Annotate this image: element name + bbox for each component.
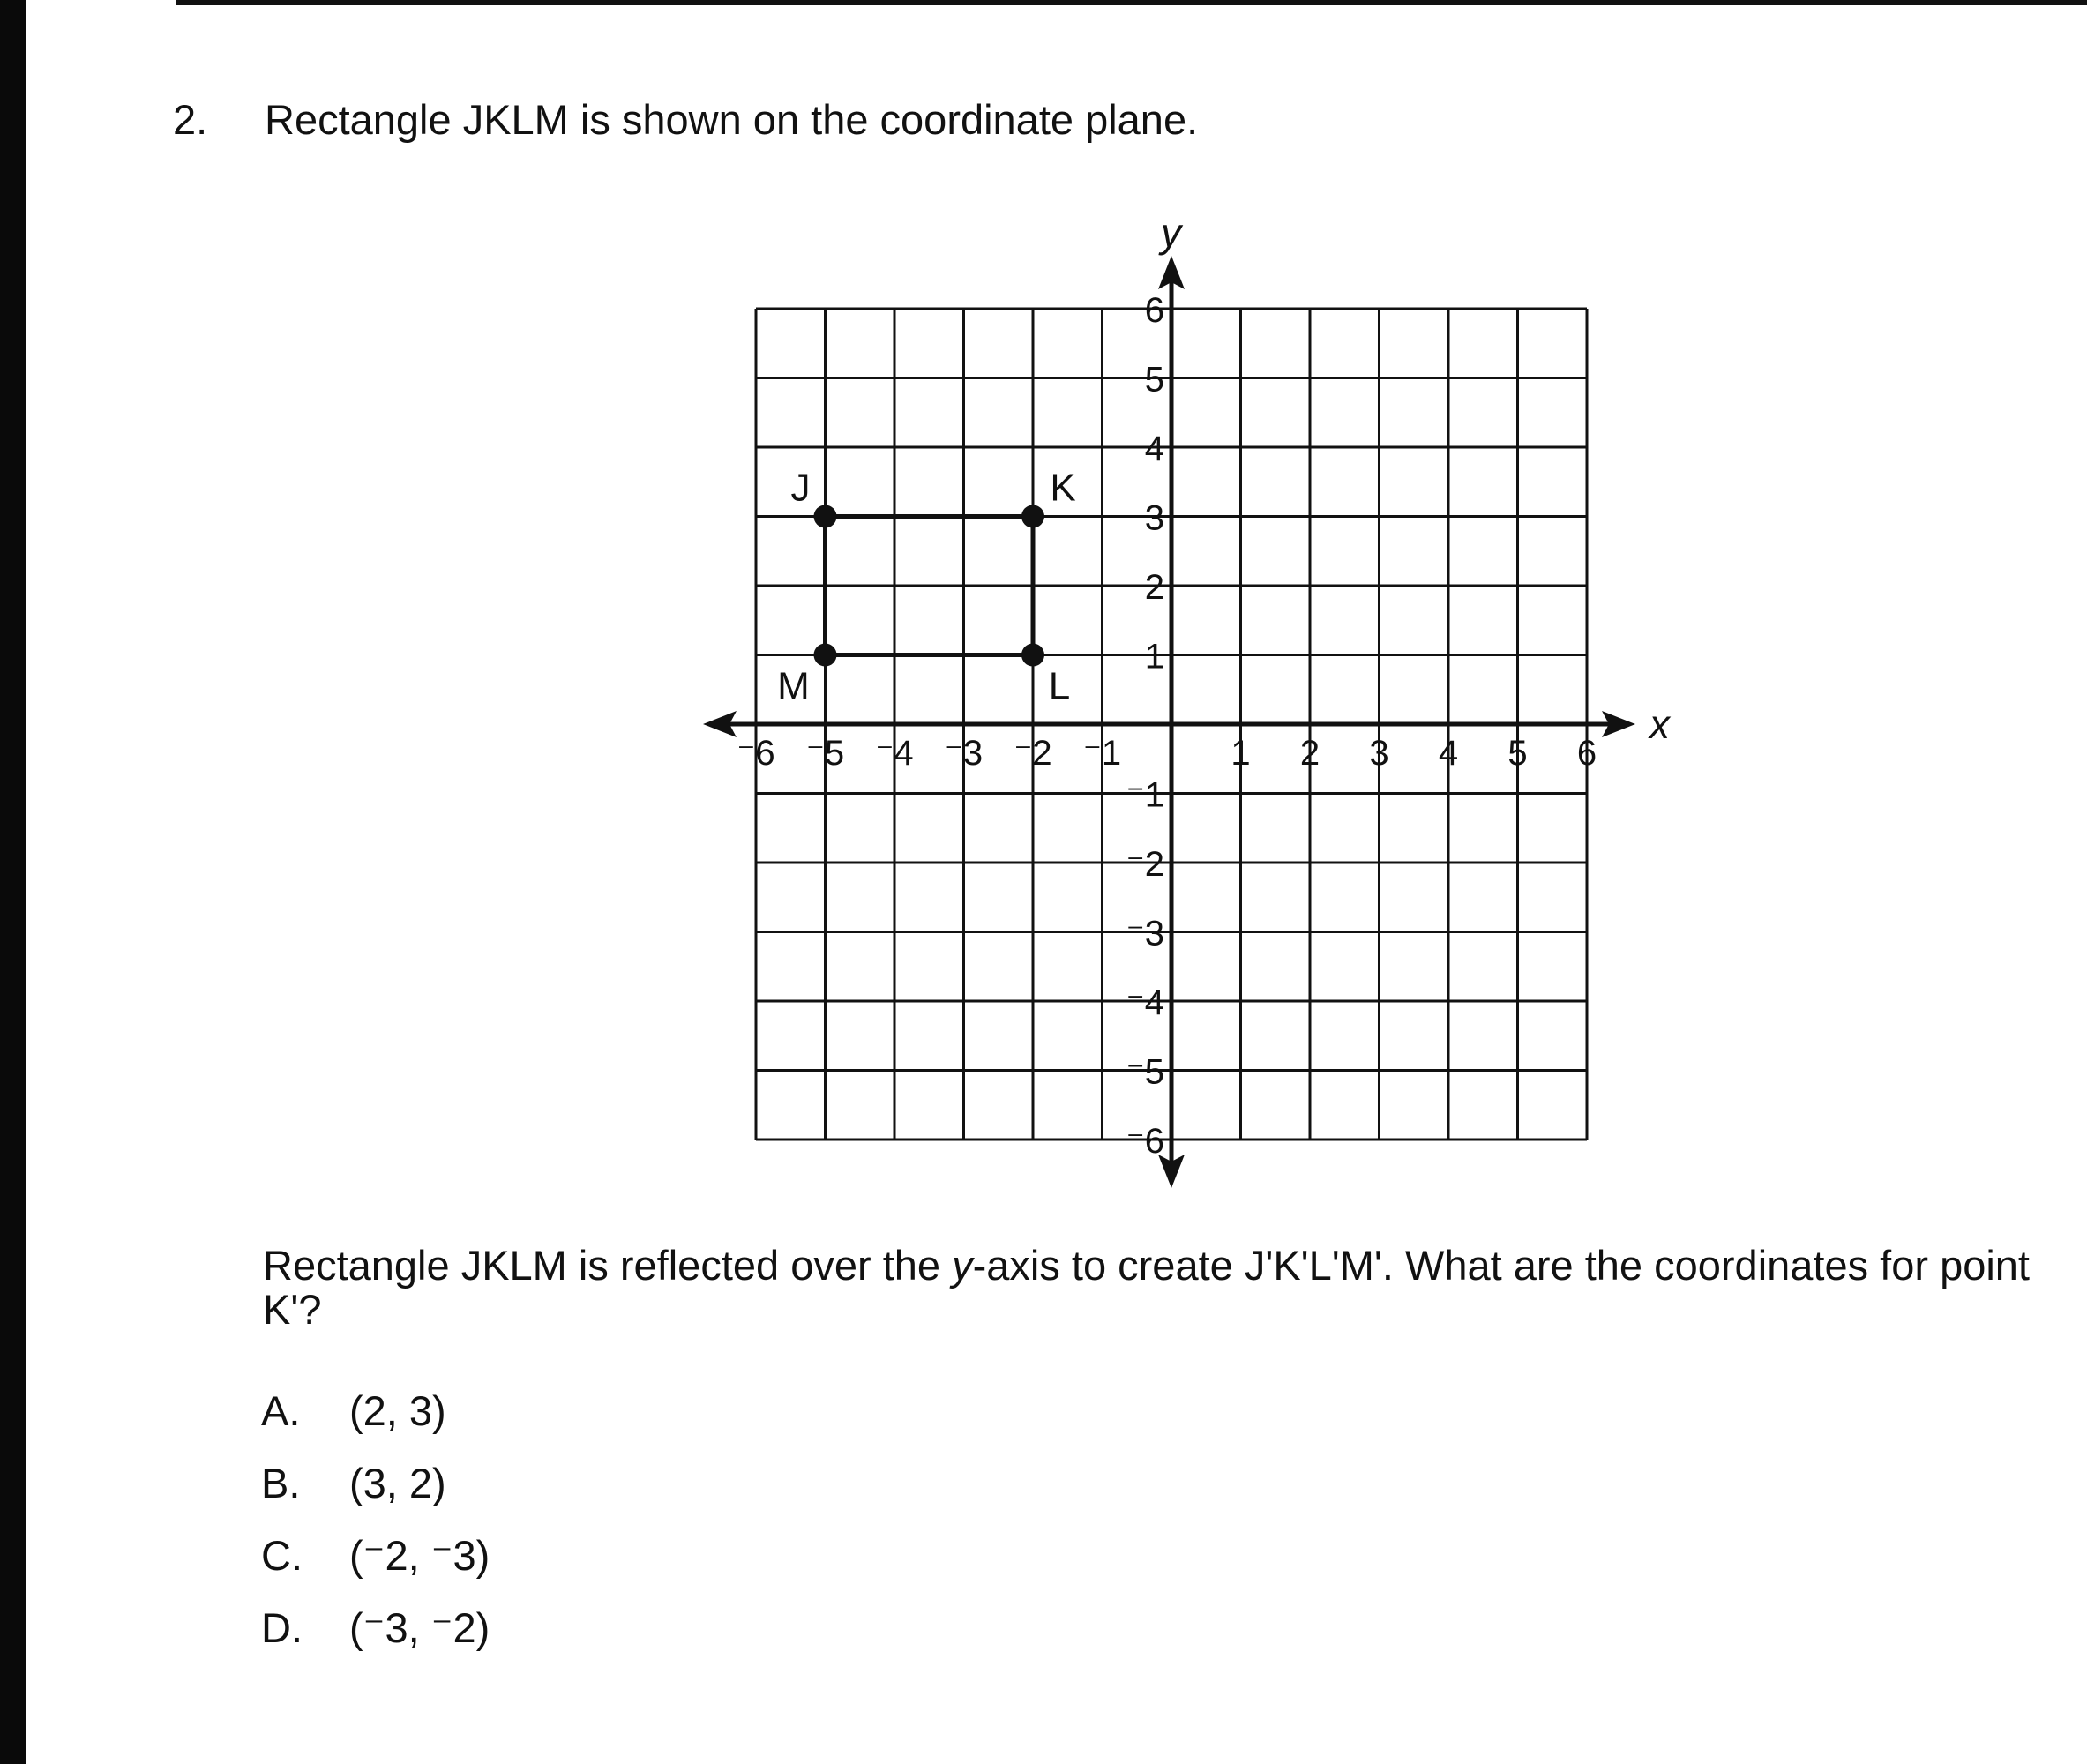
x-tick-label: ⁻4	[875, 734, 914, 773]
x-tick-label: ⁻6	[737, 734, 775, 773]
y-tick-label: ⁻6	[1126, 1122, 1164, 1161]
vertex-j-point	[814, 505, 837, 528]
prompt-italic-y: y	[952, 1242, 973, 1289]
choice-b[interactable]	[261, 1459, 490, 1531]
x-tick-label: 5	[1507, 734, 1528, 773]
choice-text: (2, 3)	[349, 1387, 446, 1434]
x-tick-label: 1	[1231, 734, 1251, 773]
answer-choices	[261, 1387, 490, 1676]
vertex-k-point	[1021, 505, 1044, 528]
x-tick-label: 2	[1299, 734, 1320, 773]
y-tick-label: 6	[1144, 291, 1164, 330]
question-intro: Rectangle JKLM is shown on the coordinate plane.	[265, 96, 1199, 143]
axes	[703, 210, 1672, 1188]
x-tick-label: ⁻1	[1082, 734, 1122, 773]
y-tick-label: 3	[1144, 498, 1164, 538]
y-tick-label: ⁻3	[1126, 914, 1164, 953]
question-number: 2.	[173, 96, 208, 143]
vertex-l-point	[1021, 644, 1044, 667]
x-tick-label: ⁻2	[1014, 734, 1052, 773]
vertex-m-point	[814, 644, 837, 667]
x-tick-label: ⁻5	[805, 734, 845, 773]
choice-letter: C.	[261, 1532, 303, 1579]
choice-c[interactable]	[261, 1531, 490, 1603]
vertex-j-label: J	[790, 466, 811, 510]
choice-a[interactable]	[261, 1387, 490, 1459]
choice-letter: D.	[261, 1604, 303, 1651]
vertex-m-label: M	[777, 664, 810, 708]
choice-text: (3, 2)	[349, 1460, 446, 1506]
y-tick-label: 4	[1144, 430, 1164, 468]
y-tick-label: ⁻1	[1126, 775, 1164, 815]
x-tick-label: 4	[1438, 734, 1459, 773]
y-tick-label: 5	[1144, 360, 1164, 400]
x-tick-label: 3	[1369, 734, 1389, 773]
question-prompt	[263, 1244, 2036, 1332]
y-tick-label: 2	[1144, 568, 1164, 607]
choice-letter: A.	[261, 1387, 301, 1434]
x-tick-label: 6	[1576, 734, 1597, 773]
vertex-k-label: K	[1050, 466, 1076, 510]
choice-d[interactable]	[261, 1603, 490, 1676]
y-axis-label: y	[1161, 210, 1181, 256]
x-tick-label: ⁻3	[944, 734, 984, 773]
y-tick-label: 1	[1144, 637, 1164, 676]
x-axis-label: x	[1649, 701, 1670, 747]
top-rule	[176, 0, 2087, 5]
y-tick-label: ⁻2	[1126, 845, 1164, 884]
prompt-text-start: Rectangle JKLM is reflected over the	[263, 1242, 953, 1289]
vertex-l-label: L	[1048, 664, 1071, 708]
coordinate-plane	[688, 194, 1694, 1208]
y-tick-label: ⁻5	[1126, 1052, 1164, 1092]
choice-text: (⁻3, ⁻2)	[349, 1604, 490, 1651]
scan-edge	[0, 0, 26, 1764]
y-tick-label: ⁻4	[1126, 983, 1164, 1022]
prompt-text-end: -axis to create J'K'L'M'. What are the coordinates for point K'?	[263, 1242, 2030, 1333]
choice-text: (⁻2, ⁻3)	[349, 1532, 490, 1579]
choice-letter: B.	[261, 1460, 301, 1506]
